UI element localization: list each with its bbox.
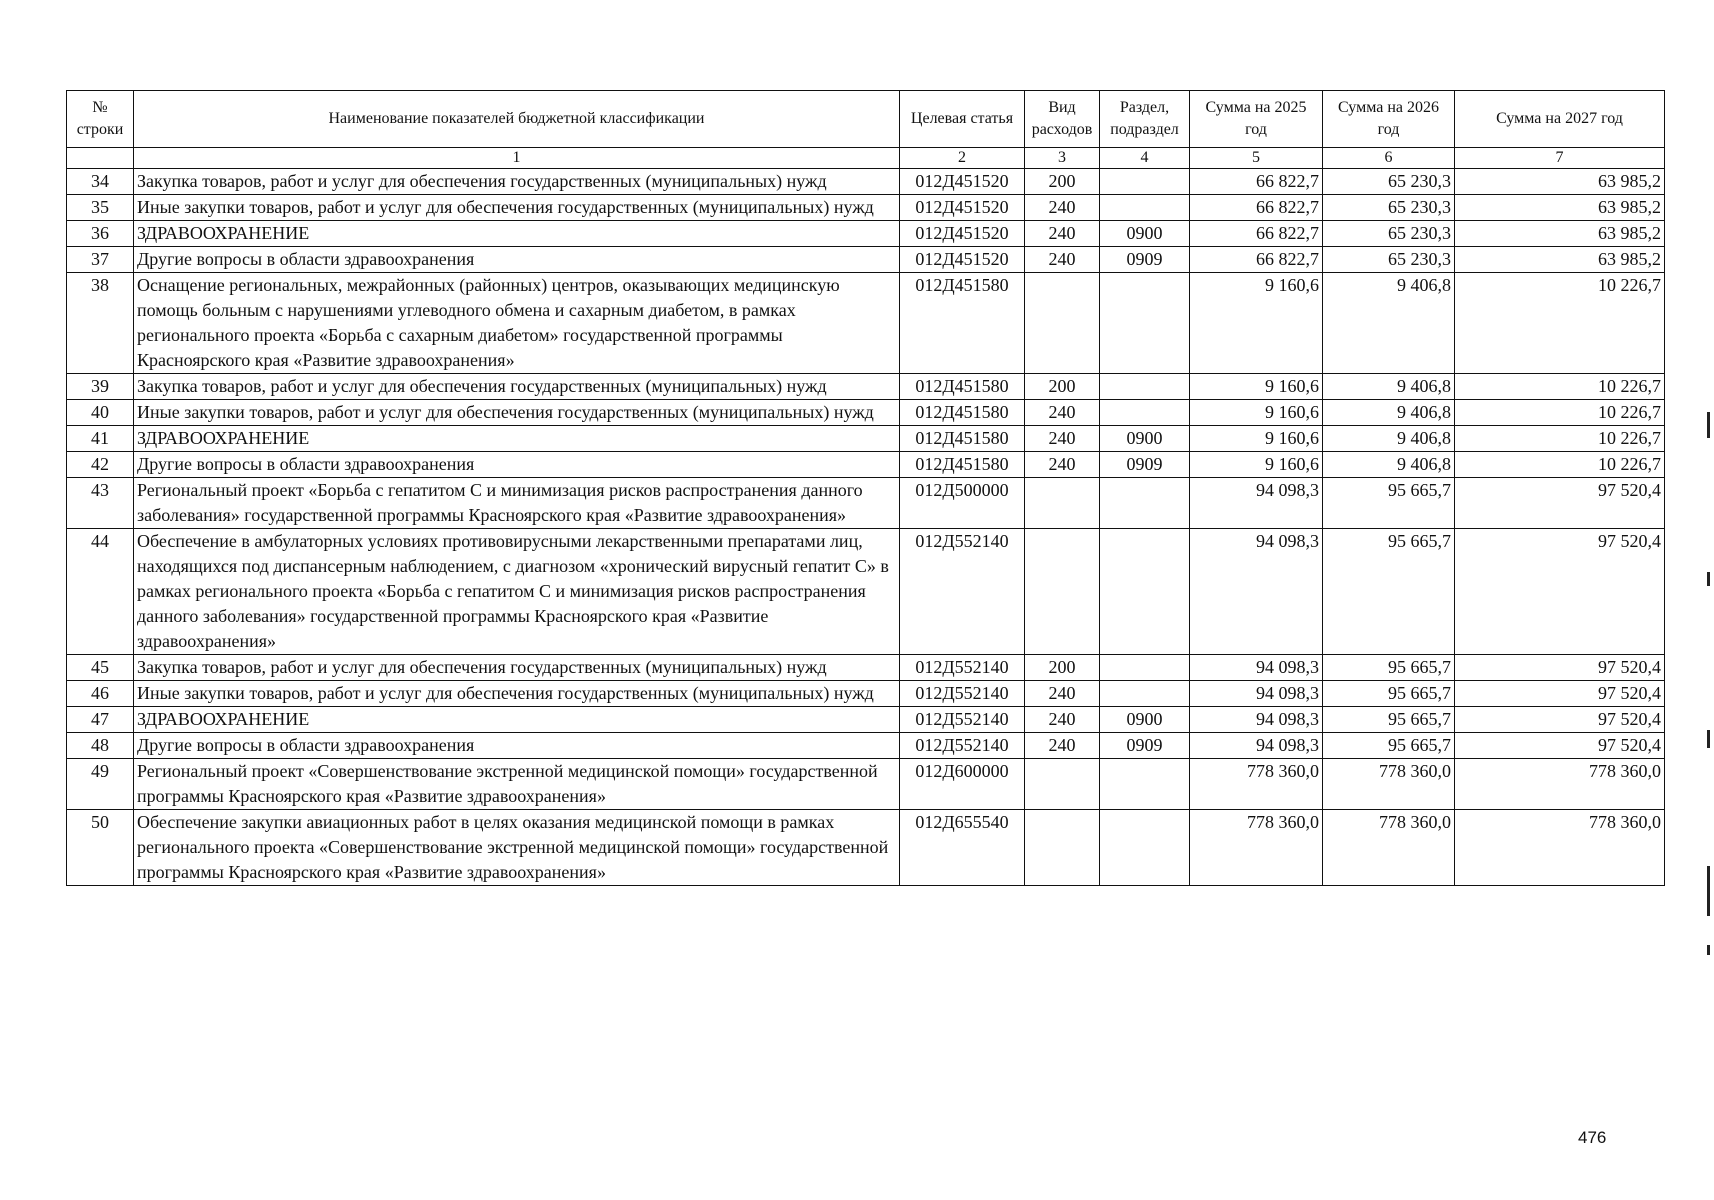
target-article: 012Д451580: [900, 273, 1025, 374]
header-row-number: № строки: [67, 91, 134, 148]
expense-type: [1025, 529, 1100, 655]
target-article: 012Д552140: [900, 655, 1025, 681]
table-row: [67, 452, 1665, 478]
section-code: [1100, 169, 1190, 195]
sum-2025: 94 098,3: [1190, 681, 1323, 707]
indicator-name: Другие вопросы в области здравоохранения: [134, 733, 900, 759]
header-section: Раздел, подраздел: [1100, 91, 1190, 148]
row-number: 47: [67, 707, 134, 733]
column-number: 5: [1190, 148, 1323, 169]
row-number: 48: [67, 733, 134, 759]
table-row: [67, 478, 1665, 529]
scan-edge-mark: [1707, 730, 1710, 748]
table-row: [67, 759, 1665, 810]
sum-2027: 97 520,4: [1455, 478, 1665, 529]
table-row: [67, 681, 1665, 707]
row-number: 36: [67, 221, 134, 247]
section-code: [1100, 681, 1190, 707]
sum-2026: 95 665,7: [1323, 707, 1455, 733]
expense-type: 240: [1025, 247, 1100, 273]
table-row: [67, 247, 1665, 273]
expense-type: [1025, 273, 1100, 374]
expense-type: 240: [1025, 707, 1100, 733]
expense-type: 240: [1025, 195, 1100, 221]
sum-2026: 9 406,8: [1323, 426, 1455, 452]
sum-2027: 63 985,2: [1455, 169, 1665, 195]
row-number: 44: [67, 529, 134, 655]
sum-2027: 10 226,7: [1455, 400, 1665, 426]
table-row: [67, 426, 1665, 452]
indicator-name: Закупка товаров, работ и услуг для обеспечения государственных (муниципальных) нужд: [134, 374, 900, 400]
target-article: 012Д451580: [900, 400, 1025, 426]
indicator-name: Обеспечение закупки авиационных работ в целях оказания медицинской помощи в рамках регионального проекта «Совершенствование экстренной медицинской помощи» государственной программы Красноярского края «Развитие здравоохранения»: [134, 810, 900, 886]
section-code: [1100, 478, 1190, 529]
sum-2027: 63 985,2: [1455, 195, 1665, 221]
table-row: [67, 810, 1665, 886]
sum-2026: 65 230,3: [1323, 247, 1455, 273]
sum-2025: 778 360,0: [1190, 759, 1323, 810]
target-article: 012Д451520: [900, 247, 1025, 273]
table-row: [67, 273, 1665, 374]
table-row: [67, 707, 1665, 733]
sum-2025: 778 360,0: [1190, 810, 1323, 886]
target-article: 012Д500000: [900, 478, 1025, 529]
sum-2027: 10 226,7: [1455, 426, 1665, 452]
sum-2026: 95 665,7: [1323, 655, 1455, 681]
column-number: 6: [1323, 148, 1455, 169]
header-sum-2025: Сумма на 2025 год: [1190, 91, 1323, 148]
row-number: 39: [67, 374, 134, 400]
expense-type: 240: [1025, 452, 1100, 478]
section-code: [1100, 810, 1190, 886]
section-code: [1100, 655, 1190, 681]
sum-2026: 778 360,0: [1323, 810, 1455, 886]
header-sum-2026: Сумма на 2026 год: [1323, 91, 1455, 148]
sum-2027: 63 985,2: [1455, 247, 1665, 273]
table-row: [67, 733, 1665, 759]
column-number: 3: [1025, 148, 1100, 169]
sum-2027: 10 226,7: [1455, 374, 1665, 400]
sum-2026: 65 230,3: [1323, 169, 1455, 195]
indicator-name: Иные закупки товаров, работ и услуг для обеспечения государственных (муниципальных) нужд: [134, 400, 900, 426]
sum-2026: 95 665,7: [1323, 478, 1455, 529]
section-code: 0909: [1100, 452, 1190, 478]
sum-2025: 9 160,6: [1190, 400, 1323, 426]
sum-2027: 10 226,7: [1455, 273, 1665, 374]
page-number: 476: [1578, 1128, 1607, 1147]
row-number: 38: [67, 273, 134, 374]
section-code: [1100, 529, 1190, 655]
sum-2027: 10 226,7: [1455, 452, 1665, 478]
target-article: 012Д451580: [900, 374, 1025, 400]
sum-2026: 778 360,0: [1323, 759, 1455, 810]
sum-2025: 94 098,3: [1190, 707, 1323, 733]
row-number: 46: [67, 681, 134, 707]
header-sum-2027: Сумма на 2027 год: [1455, 91, 1665, 148]
indicator-name: Закупка товаров, работ и услуг для обеспечения государственных (муниципальных) нужд: [134, 655, 900, 681]
row-number: 41: [67, 426, 134, 452]
row-number: 49: [67, 759, 134, 810]
expense-type: 240: [1025, 733, 1100, 759]
sum-2025: 94 098,3: [1190, 529, 1323, 655]
target-article: 012Д451580: [900, 452, 1025, 478]
sum-2026: 9 406,8: [1323, 273, 1455, 374]
indicator-name: Другие вопросы в области здравоохранения: [134, 247, 900, 273]
indicator-name: ЗДРАВООХРАНЕНИЕ: [134, 426, 900, 452]
sum-2026: 9 406,8: [1323, 452, 1455, 478]
table-row: [67, 400, 1665, 426]
expense-type: 200: [1025, 655, 1100, 681]
target-article: 012Д552140: [900, 529, 1025, 655]
column-number: 4: [1100, 148, 1190, 169]
table-row: [67, 374, 1665, 400]
section-code: [1100, 195, 1190, 221]
scan-edge-mark: [1707, 945, 1710, 955]
sum-2026: 65 230,3: [1323, 195, 1455, 221]
target-article: 012Д600000: [900, 759, 1025, 810]
sum-2026: 9 406,8: [1323, 400, 1455, 426]
section-code: [1100, 374, 1190, 400]
row-number: 43: [67, 478, 134, 529]
expense-type: [1025, 478, 1100, 529]
expense-type: [1025, 810, 1100, 886]
row-number: 34: [67, 169, 134, 195]
section-code: [1100, 759, 1190, 810]
column-number: 1: [134, 148, 900, 169]
expense-type: [1025, 759, 1100, 810]
column-number: 2: [900, 148, 1025, 169]
sum-2027: 778 360,0: [1455, 759, 1665, 810]
scan-edge-mark: [1707, 412, 1710, 438]
budget-table: [66, 90, 1665, 886]
row-number: 40: [67, 400, 134, 426]
row-number: 45: [67, 655, 134, 681]
sum-2027: 97 520,4: [1455, 529, 1665, 655]
scan-edge-mark: [1707, 572, 1710, 586]
sum-2025: 94 098,3: [1190, 655, 1323, 681]
sum-2025: 66 822,7: [1190, 247, 1323, 273]
section-code: 0900: [1100, 221, 1190, 247]
sum-2026: 9 406,8: [1323, 374, 1455, 400]
sum-2026: 95 665,7: [1323, 733, 1455, 759]
target-article: 012Д451580: [900, 426, 1025, 452]
column-number: [67, 148, 134, 169]
expense-type: 200: [1025, 169, 1100, 195]
row-number: 42: [67, 452, 134, 478]
expense-type: 240: [1025, 221, 1100, 247]
sum-2027: 97 520,4: [1455, 681, 1665, 707]
indicator-name: Иные закупки товаров, работ и услуг для обеспечения государственных (муниципальных) нужд: [134, 195, 900, 221]
indicator-name: Оснащение региональных, межрайонных (районных) центров, оказывающих медицинскую помощь больным с нарушениями углеводного обмена и сахарным диабетом, в рамках регионального проекта «Борьба с сахарным диабетом» государственной программы Красноярского края «Развитие здравоохранения»: [134, 273, 900, 374]
sum-2025: 9 160,6: [1190, 426, 1323, 452]
indicator-name: Иные закупки товаров, работ и услуг для обеспечения государственных (муниципальных) нужд: [134, 681, 900, 707]
section-code: 0900: [1100, 426, 1190, 452]
sum-2025: 94 098,3: [1190, 478, 1323, 529]
sum-2025: 9 160,6: [1190, 452, 1323, 478]
scan-edge-mark: [1707, 866, 1710, 916]
table-row: [67, 655, 1665, 681]
table-row: [67, 169, 1665, 195]
column-number-row: [67, 148, 1665, 169]
target-article: 012Д451520: [900, 169, 1025, 195]
target-article: 012Д451520: [900, 195, 1025, 221]
header-row: [67, 91, 1665, 148]
sum-2025: 9 160,6: [1190, 273, 1323, 374]
table-row: [67, 195, 1665, 221]
target-article: 012Д552140: [900, 681, 1025, 707]
sum-2025: 66 822,7: [1190, 195, 1323, 221]
indicator-name: ЗДРАВООХРАНЕНИЕ: [134, 707, 900, 733]
header-name: Наименование показателей бюджетной классификации: [134, 91, 900, 148]
section-code: [1100, 400, 1190, 426]
section-code: 0900: [1100, 707, 1190, 733]
indicator-name: Другие вопросы в области здравоохранения: [134, 452, 900, 478]
indicator-name: Закупка товаров, работ и услуг для обеспечения государственных (муниципальных) нужд: [134, 169, 900, 195]
expense-type: 240: [1025, 400, 1100, 426]
section-code: 0909: [1100, 733, 1190, 759]
header-target-article: Целевая статья: [900, 91, 1025, 148]
sum-2027: 97 520,4: [1455, 733, 1665, 759]
indicator-name: ЗДРАВООХРАНЕНИЕ: [134, 221, 900, 247]
row-number: 50: [67, 810, 134, 886]
header-expense-type: Вид расходов: [1025, 91, 1100, 148]
sum-2025: 94 098,3: [1190, 733, 1323, 759]
expense-type: 200: [1025, 374, 1100, 400]
expense-type: 240: [1025, 681, 1100, 707]
section-code: 0909: [1100, 247, 1190, 273]
sum-2026: 95 665,7: [1323, 529, 1455, 655]
target-article: 012Д552140: [900, 733, 1025, 759]
target-article: 012Д655540: [900, 810, 1025, 886]
sum-2025: 66 822,7: [1190, 221, 1323, 247]
table-row: [67, 221, 1665, 247]
section-code: [1100, 273, 1190, 374]
row-number: 35: [67, 195, 134, 221]
sum-2027: 63 985,2: [1455, 221, 1665, 247]
sum-2027: 97 520,4: [1455, 707, 1665, 733]
table-row: [67, 529, 1665, 655]
indicator-name: Обеспечение в амбулаторных условиях противовирусными лекарственными препаратами лиц, находящихся под диспансерным наблюдением, с диагнозом «хронический вирусный гепатит С» в рамках регионального проекта «Борьба с гепатитом С и минимизация рисков распространения данного заболевания» государственной программы Красноярского края «Развитие здравоохранения»: [134, 529, 900, 655]
sum-2025: 66 822,7: [1190, 169, 1323, 195]
table-body: [67, 169, 1665, 886]
column-number: 7: [1455, 148, 1665, 169]
target-article: 012Д552140: [900, 707, 1025, 733]
sum-2027: 97 520,4: [1455, 655, 1665, 681]
row-number: 37: [67, 247, 134, 273]
sum-2026: 95 665,7: [1323, 681, 1455, 707]
sum-2027: 778 360,0: [1455, 810, 1665, 886]
target-article: 012Д451520: [900, 221, 1025, 247]
sum-2026: 65 230,3: [1323, 221, 1455, 247]
indicator-name: Региональный проект «Совершенствование экстренной медицинской помощи» государственной программы Красноярского края «Развитие здравоохранения»: [134, 759, 900, 810]
expense-type: 240: [1025, 426, 1100, 452]
indicator-name: Региональный проект «Борьба с гепатитом С и минимизация рисков распространения данного заболевания» государственной программы Красноярского края «Развитие здравоохранения»: [134, 478, 900, 529]
sum-2025: 9 160,6: [1190, 374, 1323, 400]
